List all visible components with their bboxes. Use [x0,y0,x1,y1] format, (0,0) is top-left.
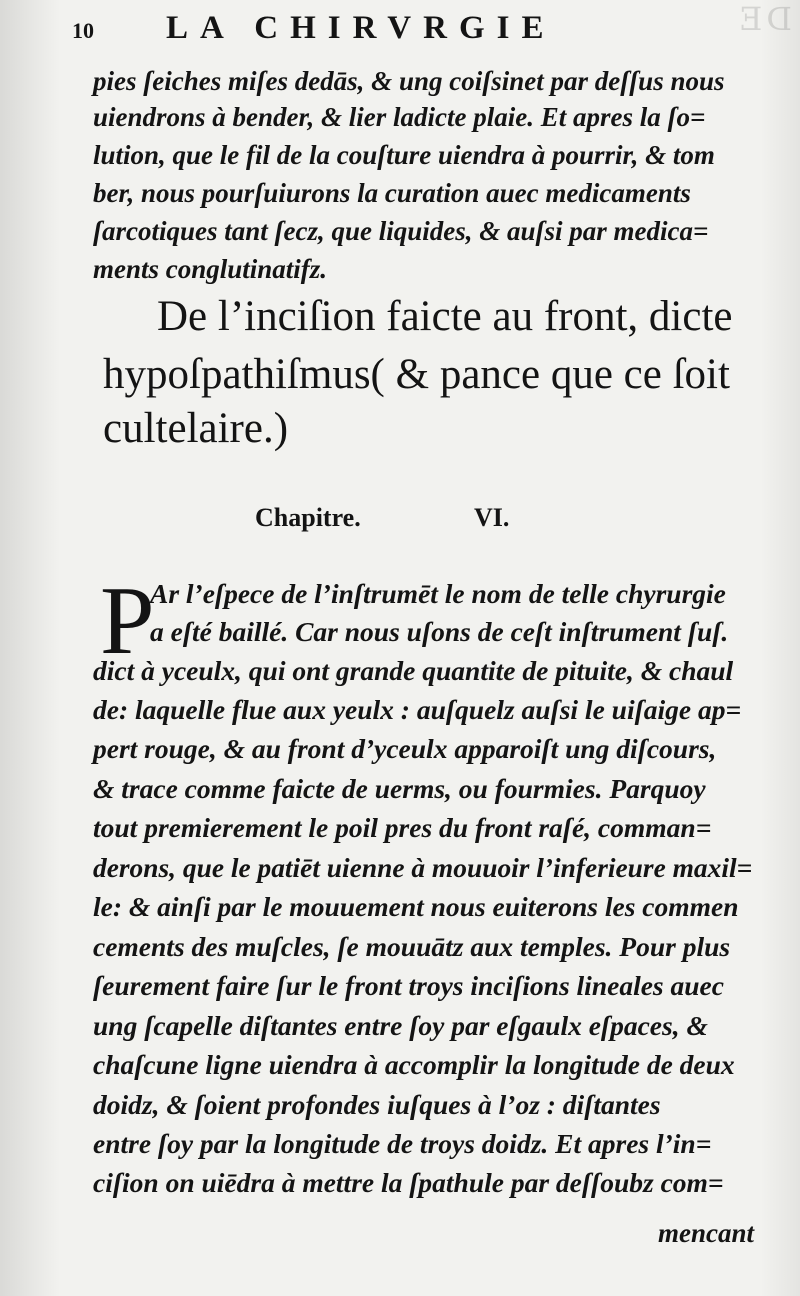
paragraph1-line: lution, que le fil de la couſture uiendra à pourrir, & tom [93,140,715,170]
paragraph1-line: pies ſeiches miſes dedās, & ung coiſsinet par deſſus nous [93,66,725,96]
paragraph2-line: derons, que le patiēt uienne à mouuoir l’inferieure maxil= [93,852,753,883]
paragraph2-line: a eſté baillé. Car nous uſons de ceſt inſtrument ſuſ. [150,616,729,647]
page-number: 10 [72,18,94,43]
paragraph2-line: le: & ainſi par le mouuement nous euiterons les commen [93,891,739,922]
show-through-bleed: DE [734,0,792,38]
heading-line: cultelaire.) [103,405,289,452]
running-head [72,10,732,50]
paragraph1-line: uiendrons à bender, & lier ladicte plaie. Et apres la ſo= [93,102,706,132]
paragraph1-line: ments conglutinatifz. [93,254,328,284]
chapter-label: Chapitre. [255,503,361,532]
drop-capital: P [100,567,155,675]
catchword: mencant [658,1218,755,1248]
paragraph2-line: de: laquelle flue aux yeulx : auſquelz auſsi le uiſaige ap= [93,694,742,725]
paragraph2-line: tout premierement le poil pres du front raſé, comman= [93,812,712,843]
paragraph1-line: ber, nous pourſuiurons la curation auec medicaments [93,178,691,208]
paragraph2-line: Ar l’eſpece de l’inſtrumēt le nom de telle chyrurgie [150,578,726,609]
paragraph2-line: ciſion on uiēdra à mettre la ſpathule par deſſoubz com= [93,1167,724,1198]
paragraph2-line: cements des muſcles, ſe mouuātz aux temples. Pour plus [93,931,731,962]
paragraph2-line: entre ſoy par la longitude de troys doidz. Et apres l’in= [93,1128,712,1159]
running-title: LA CHIRVRGIE [166,10,556,46]
paragraph2-line: doidz, & ſoient profondes iuſques à l’oz : diſtantes [93,1089,661,1120]
paragraph2-line: chaſcune ligne uiendra à accomplir la longitude de deux [93,1049,735,1080]
heading-line: hypoſpathiſmus( & pance que ce ſoit [103,351,730,398]
paragraph2-line: ung ſcapelle diſtantes entre ſoy par eſgaulx eſpaces, & [93,1010,708,1041]
paragraph2-line: & trace comme faicte de uerms, ou fourmies. Parquoy [93,773,706,804]
chapter-number: VI. [474,503,510,532]
paragraph2-line: dict à yceulx, qui ont grande quantite de pituite, & chaul [93,655,734,686]
paragraph2-line: ſeurement faire ſur le front troys inciſions lineales auec [93,970,724,1001]
paragraph2-line: pert rouge, & au front d’yceulx apparoiſt ung diſcours, [93,733,717,764]
paragraph1-line: ſarcotiques tant ſecz, que liquides, & auſsi par medica= [93,216,709,246]
heading-line: De l’inciſion faicte au front, dicte [157,293,733,340]
